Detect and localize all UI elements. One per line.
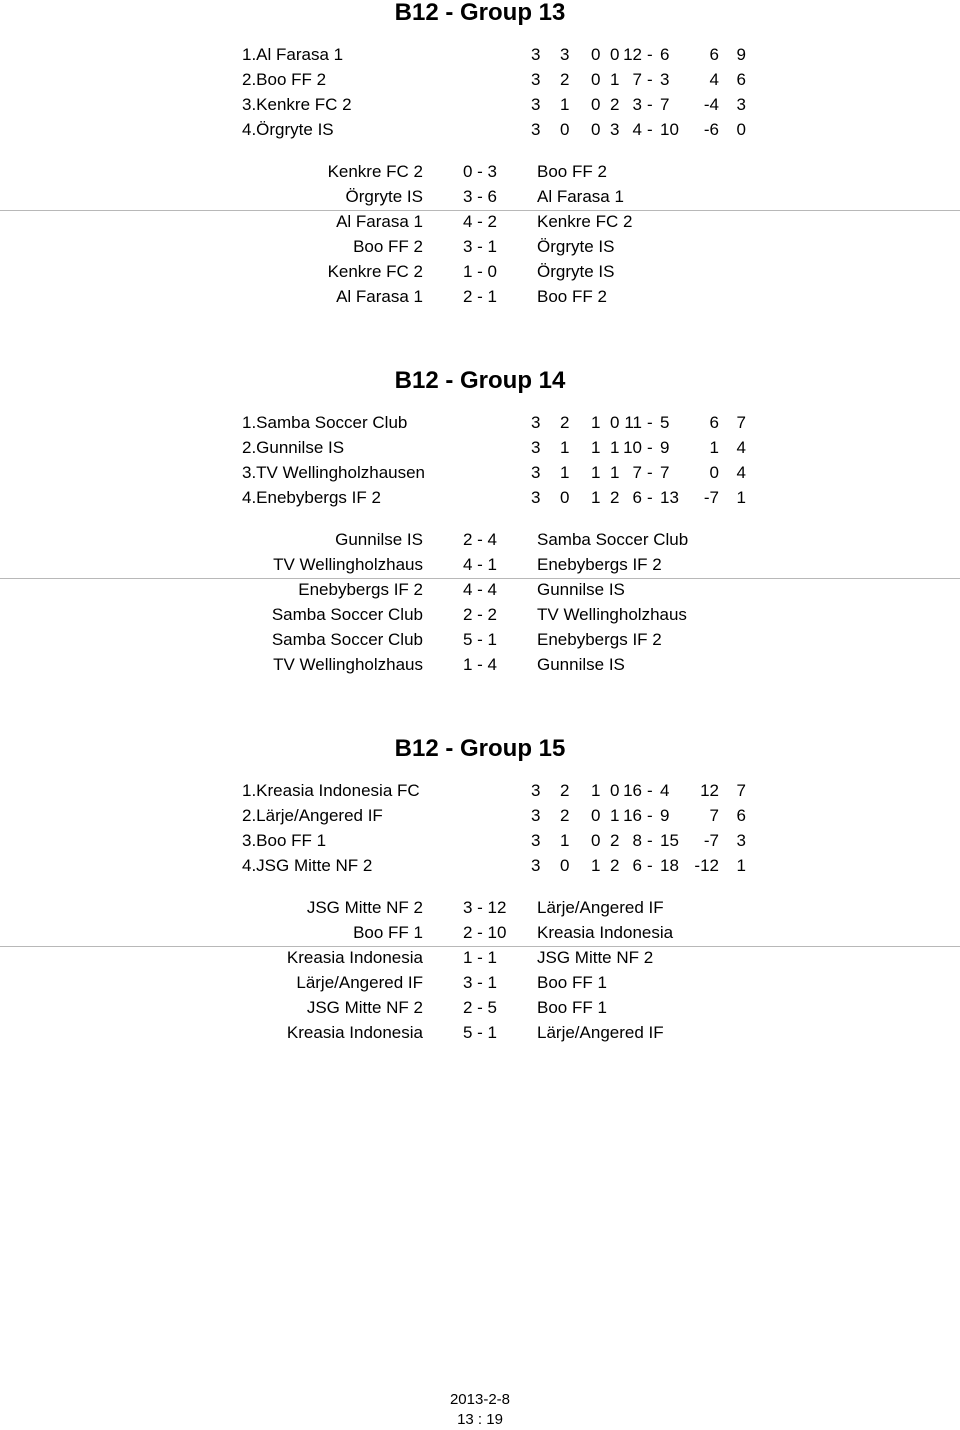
- match-row: [0, 922, 960, 947]
- match-row: [0, 161, 960, 186]
- match-row: [0, 236, 960, 261]
- standings-row: [0, 437, 960, 462]
- played: 3: [531, 120, 541, 139]
- team-name: 3.Boo FF 1: [242, 831, 327, 850]
- won: 2: [560, 70, 570, 89]
- goal-difference: 4: [709, 70, 719, 89]
- match-score: 5 - 1: [463, 1023, 498, 1042]
- home-team: TV Wellingholzhaus: [273, 555, 423, 574]
- group-title: B12 - Group 15: [394, 735, 566, 762]
- points: 7: [736, 781, 746, 800]
- goal-difference: 12: [700, 781, 719, 800]
- points: 9: [736, 45, 746, 64]
- group-15: [0, 736, 960, 1076]
- goals-against: 7: [660, 95, 670, 114]
- goals-against: 10: [660, 120, 679, 139]
- match-score: 2 - 2: [463, 605, 498, 624]
- footer-time: 13 : 19: [457, 1411, 503, 1428]
- group-title: B12 - Group 13: [394, 0, 566, 26]
- match-row: [0, 947, 960, 972]
- standings-row: [0, 69, 960, 94]
- home-team: JSG Mitte NF 2: [306, 898, 423, 917]
- match-score: 3 - 6: [463, 187, 498, 206]
- goal-difference: 0: [709, 463, 719, 482]
- team-name: 4.Enebybergs IF 2: [242, 488, 381, 507]
- away-team: TV Wellingholzhaus: [537, 605, 687, 624]
- goals-for: 6: [632, 488, 642, 507]
- won: 0: [560, 856, 570, 875]
- points: 6: [736, 806, 746, 825]
- goal-separator: -: [647, 463, 653, 482]
- match-score: 1 - 4: [463, 655, 498, 674]
- team-name: 3.Kenkre FC 2: [242, 95, 352, 114]
- standings-table: [0, 780, 960, 880]
- team-name: 2.Lärje/Angered IF: [242, 806, 383, 825]
- standings-row: [0, 830, 960, 855]
- away-team: Boo FF 1: [537, 973, 607, 992]
- played: 3: [531, 45, 541, 64]
- drawn: 0: [591, 806, 601, 825]
- match-row: [0, 186, 960, 211]
- home-team: Kenkre FC 2: [327, 162, 423, 181]
- match-score: 4 - 4: [463, 580, 498, 599]
- goals-for: 11: [624, 413, 642, 432]
- home-team: Boo FF 1: [353, 923, 423, 942]
- away-team: Kenkre FC 2: [537, 212, 633, 231]
- lost: 0: [610, 413, 620, 432]
- away-team: Örgryte IS: [537, 262, 615, 281]
- match-score: 5 - 1: [463, 630, 498, 649]
- won: 1: [560, 438, 570, 457]
- points: 4: [736, 463, 746, 482]
- lost: 1: [610, 463, 620, 482]
- match-row: [0, 972, 960, 997]
- lost: 0: [610, 45, 620, 64]
- points: 7: [736, 413, 746, 432]
- goal-separator: -: [647, 488, 653, 507]
- goals-against: 9: [660, 806, 670, 825]
- drawn: 1: [591, 856, 601, 875]
- goal-difference: 1: [709, 438, 719, 457]
- match-row: [0, 897, 960, 922]
- won: 2: [560, 806, 570, 825]
- away-team: Samba Soccer Club: [537, 530, 689, 549]
- goals-against: 18: [660, 856, 679, 875]
- drawn: 0: [591, 95, 601, 114]
- standings-row: [0, 462, 960, 487]
- goals-for: 12: [623, 45, 642, 64]
- won: 2: [560, 413, 570, 432]
- team-name: 1.Al Farasa 1: [242, 45, 344, 64]
- goal-separator: -: [647, 438, 653, 457]
- goal-difference: -4: [703, 95, 719, 114]
- goals-against: 9: [660, 438, 670, 457]
- points: 3: [736, 95, 746, 114]
- standings-row: [0, 44, 960, 69]
- team-name: 2.Boo FF 2: [242, 70, 327, 89]
- match-row: [0, 604, 960, 629]
- points: 1: [736, 856, 746, 875]
- match-score: 2 - 10: [463, 923, 507, 942]
- match-row: [0, 579, 960, 604]
- goals-against: 4: [660, 781, 670, 800]
- goal-difference: 6: [709, 45, 719, 64]
- lost: 2: [610, 488, 620, 507]
- drawn: 0: [591, 70, 601, 89]
- match-score: 2 - 1: [463, 287, 498, 306]
- goal-separator: -: [647, 45, 653, 64]
- away-team: Boo FF 2: [537, 162, 607, 181]
- goal-separator: -: [647, 120, 653, 139]
- lost: 2: [610, 856, 620, 875]
- match-row: [0, 286, 960, 311]
- points: 3: [736, 831, 746, 850]
- won: 1: [560, 95, 570, 114]
- goals-against: 5: [660, 413, 670, 432]
- away-team: Gunnilse IS: [537, 655, 625, 674]
- match-score: 1 - 0: [463, 262, 498, 281]
- away-team: Lärje/Angered IF: [537, 898, 664, 917]
- standings-row: [0, 855, 960, 880]
- won: 3: [560, 45, 570, 64]
- standings-row: [0, 780, 960, 805]
- standings-row: [0, 94, 960, 119]
- home-team: Kenkre FC 2: [327, 262, 423, 281]
- played: 3: [531, 413, 541, 432]
- group-13: [0, 0, 960, 340]
- goal-separator: -: [647, 806, 653, 825]
- drawn: 0: [591, 45, 601, 64]
- team-name: 4.Örgryte IS: [242, 120, 334, 139]
- away-team: Enebybergs IF 2: [537, 555, 662, 574]
- goals-against: 3: [660, 70, 670, 89]
- match-results: [0, 161, 960, 311]
- drawn: 1: [591, 463, 601, 482]
- standings-table: [0, 412, 960, 512]
- lost: 3: [610, 120, 620, 139]
- away-team: Enebybergs IF 2: [537, 630, 662, 649]
- lost: 1: [610, 438, 620, 457]
- footer-date: 2013-2-8: [449, 1391, 511, 1408]
- goal-difference: -7: [703, 488, 719, 507]
- goals-against: 7: [660, 463, 670, 482]
- played: 3: [531, 95, 541, 114]
- match-row: [0, 554, 960, 579]
- team-name: 4.JSG Mitte NF 2: [242, 856, 373, 875]
- match-row: [0, 997, 960, 1022]
- drawn: 0: [591, 120, 601, 139]
- match-score: 4 - 2: [463, 212, 498, 231]
- drawn: 1: [591, 438, 601, 457]
- home-team: TV Wellingholzhaus: [273, 655, 423, 674]
- goal-separator: -: [647, 70, 653, 89]
- lost: 2: [610, 831, 620, 850]
- played: 3: [531, 831, 541, 850]
- won: 0: [560, 120, 570, 139]
- home-team: JSG Mitte NF 2: [306, 998, 423, 1017]
- home-team: Boo FF 2: [353, 237, 423, 256]
- lost: 2: [610, 95, 620, 114]
- goals-for: 16: [623, 806, 642, 825]
- goal-separator: -: [647, 413, 653, 432]
- home-team: Lärje/Angered IF: [296, 973, 423, 992]
- drawn: 0: [591, 831, 601, 850]
- goal-difference: -6: [703, 120, 719, 139]
- home-team: Enebybergs IF 2: [298, 580, 423, 599]
- goals-against: 15: [660, 831, 679, 850]
- drawn: 1: [591, 781, 601, 800]
- standings-row: [0, 805, 960, 830]
- goal-separator: -: [647, 781, 653, 800]
- goals-for: 8: [632, 831, 642, 850]
- goal-difference: 6: [709, 413, 719, 432]
- won: 0: [560, 488, 570, 507]
- home-team: Örgryte IS: [345, 187, 423, 206]
- played: 3: [531, 856, 541, 875]
- away-team: Lärje/Angered IF: [537, 1023, 664, 1042]
- match-score: 4 - 1: [463, 555, 498, 574]
- won: 2: [560, 781, 570, 800]
- match-row: [0, 261, 960, 286]
- drawn: 1: [591, 413, 601, 432]
- away-team: Boo FF 1: [537, 998, 607, 1017]
- home-team: Al Farasa 1: [336, 287, 423, 306]
- team-name: 3.TV Wellingholzhausen: [242, 463, 426, 482]
- won: 1: [560, 831, 570, 850]
- standings-row: [0, 487, 960, 512]
- home-team: Al Farasa 1: [336, 212, 423, 231]
- played: 3: [531, 488, 541, 507]
- home-team: Kreasia Indonesia: [286, 1023, 423, 1042]
- played: 3: [531, 70, 541, 89]
- lost: 1: [610, 70, 620, 89]
- goals-against: 6: [660, 45, 670, 64]
- standings-row: [0, 119, 960, 144]
- away-team: Kreasia Indonesia: [537, 923, 674, 942]
- goal-separator: -: [647, 831, 653, 850]
- home-team: Kreasia Indonesia: [286, 948, 423, 967]
- played: 3: [531, 781, 541, 800]
- match-score: 2 - 5: [463, 998, 498, 1017]
- match-score: 3 - 1: [463, 973, 498, 992]
- group-title: B12 - Group 14: [394, 367, 566, 394]
- goal-difference: -12: [694, 856, 719, 875]
- match-row: [0, 1022, 960, 1047]
- goals-for: 16: [623, 781, 642, 800]
- away-team: Boo FF 2: [537, 287, 607, 306]
- goal-separator: -: [647, 95, 653, 114]
- goals-for: 3: [632, 95, 642, 114]
- match-score: 3 - 1: [463, 237, 498, 256]
- goal-difference: -7: [703, 831, 719, 850]
- played: 3: [531, 463, 541, 482]
- match-row: [0, 629, 960, 654]
- home-team: Gunnilse IS: [335, 530, 423, 549]
- away-team: JSG Mitte NF 2: [537, 948, 654, 967]
- drawn: 1: [591, 488, 601, 507]
- played: 3: [531, 806, 541, 825]
- match-score: 2 - 4: [463, 530, 498, 549]
- points: 4: [736, 438, 746, 457]
- away-team: Al Farasa 1: [537, 187, 624, 206]
- match-row: [0, 654, 960, 679]
- goal-separator: -: [647, 856, 653, 875]
- played: 3: [531, 438, 541, 457]
- away-team: Örgryte IS: [537, 237, 615, 256]
- goals-for: 4: [632, 120, 642, 139]
- goals-for: 10: [623, 438, 642, 457]
- standings-table: [0, 44, 960, 144]
- lost: 1: [610, 806, 620, 825]
- team-name: 2.Gunnilse IS: [242, 438, 345, 457]
- won: 1: [560, 463, 570, 482]
- points: 1: [736, 488, 746, 507]
- match-score: 1 - 1: [463, 948, 498, 967]
- away-team: Gunnilse IS: [537, 580, 625, 599]
- team-name: 1.Kreasia Indonesia FC: [242, 781, 420, 800]
- goal-difference: 7: [709, 806, 719, 825]
- match-results: [0, 529, 960, 679]
- points: 0: [736, 120, 746, 139]
- match-results: [0, 897, 960, 1047]
- goals-against: 13: [660, 488, 679, 507]
- match-score: 3 - 12: [463, 898, 507, 917]
- goals-for: 7: [632, 463, 642, 482]
- lost: 0: [610, 781, 620, 800]
- goals-for: 6: [632, 856, 642, 875]
- match-row: [0, 529, 960, 554]
- goals-for: 7: [632, 70, 642, 89]
- home-team: Samba Soccer Club: [271, 630, 423, 649]
- points: 6: [736, 70, 746, 89]
- team-name: 1.Samba Soccer Club: [242, 413, 408, 432]
- home-team: Samba Soccer Club: [271, 605, 423, 624]
- group-14: [0, 368, 960, 708]
- match-row: [0, 211, 960, 236]
- standings-row: [0, 412, 960, 437]
- match-score: 0 - 3: [463, 162, 498, 181]
